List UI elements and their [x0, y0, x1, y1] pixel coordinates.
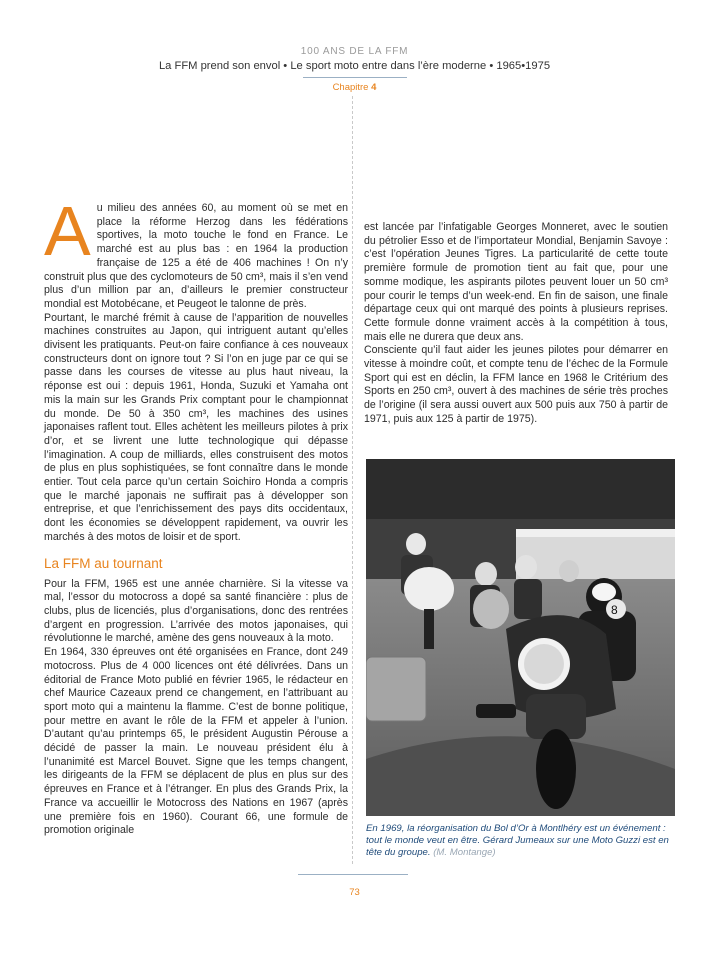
race-photo-illustration	[366, 459, 675, 816]
intro-text: u milieu des années 60, au moment où se met en place la réforme Herzog dans les fédérations sportives, la moto touche le fond en France. Le marché est au plus bas : en 1964 la production française de 125 a été de 406 machines ! On n’y construit plus que des cyclomoteurs de 50 cm³, mais il s’en vend plus d’un million par an, d’ailleurs le premier constructeur mondial est Motobécane, et Peugeot le talonne de près.	[44, 202, 348, 310]
drop-cap: A	[44, 192, 91, 270]
running-subtitle: La FFM prend son envol • Le sport moto entre dans l’ère moderne • 1965•1975	[158, 60, 551, 72]
right-column	[364, 221, 668, 427]
column-divider	[352, 96, 353, 864]
chapter-word: Chapitre	[332, 82, 369, 93]
intro-paragraph	[44, 192, 348, 312]
paragraph-criterium: Consciente qu’il faut aider les jeunes pilotes pour démarrer en vitesse à moindre coût, et compte tenu de l’échec de la Formule Sport qui est en déclin, la FFM lance en 1968 le Critérium des Sports en 250 cm³, ouvert à des machines de série très proches de l’origine (il sera aussi ouvert aux 500 puis aux 750 à partir de 1971, puis aux 125 à partir de 1975).	[364, 344, 668, 425]
chapter-number: 4	[371, 82, 377, 93]
caption-text: En 1969, la réorganisation du Bol d’Or à Montlhéry est un événement : tout le monde veut en être. Gérard Jumeaux sur une Moto Guzzi est en tête du groupe.	[366, 823, 669, 858]
paragraph-japan: Pourtant, le marché frémit à cause de l’apparition de nouvelles machines construites au Japon, qui intriguent autant qu’elles divisent les pratiquants. Peut-on faire confiance à ces nouveaux constructeurs dont on ignore tout ? Si l’on en juge par ce qui se passe dans les courses de vitesse au plus haut niveau, la réponse est oui : depuis 1961, Honda, Suzuki et Yamaha ont mis la main sur les Grands Prix comptant pour le championnat du monde. De 50 à 350 cm³, les machines des usines japonaises raflent tout. Elles achètent les meilleurs pilotes à prix d’or, et se livrent une lutte technologique qui dépasse l’imagination. A coup de milliards, elles construisent des motos de plus en plus sophistiquées, se font connaître dans le monde entier. Tout cela parce qu’un certain Soichiro Honda a compris que le marché japonais ne suffirait pas à développer son entreprise, et que l’enrichissement des pays dits occidentaux, dont les économies se développent rapidement, va ouvrir les marchés à des motos de loisir et de sport.	[44, 311, 348, 543]
paragraph-ffm-1964: En 1964, 330 épreuves ont été organisées en France, dont 249 motocross. Plus de 4 000 licences ont été délivrées. Dans un éditorial de France Moto publié en février 1965, le rédacteur en chef Maurice Cazeaux prend ce changement, en l’attribuant au sport moto qui a maintenu la flamme. C’est de bonne politique, pour mettre en avant le rôle de la FFM et appeler à l’union. D’autant qu’au printemps 65, le président Augustin Pérouse a décidé de passer la main. Le nouveau président élu à l’unanimité est Marcel Bouvet. Signe que les temps changent, les dirigeants de la FFM se déplacent de plus en plus sur des épreuves en France et à l’étranger. En plus des Grands Prix, la France va accueillir le Motocross des Nations en 1967 (après une première fois en 1960). Courant 66, une formule de promotion originale	[44, 646, 348, 837]
left-column	[44, 192, 348, 838]
photo-caption	[366, 823, 675, 858]
chapter-label	[0, 82, 709, 94]
paragraph-jeunes-tigres: est lancée par l’infatigable Georges Monneret, avec le soutien du pétrolier Esso et de l’importateur Mondial, Benjamin Savoye : c’est l’opération Jeunes Tigres. La particularité de cette toute première formule de promotion tient au fait que, pour une somme modique, les aspirants pilotes peuvent louer un 50 cm³ pour courir le temps d’un week-end. En fin de saison, une finale départage ceux qui ont marqué des points à plusieurs reprises. Cette formule donne vraiment accès à la compétition à tous, mais elle ne durera que deux ans.	[364, 221, 668, 343]
photo-credit: (M. Montange)	[433, 846, 496, 858]
page-number: 73	[349, 887, 360, 898]
footer-rule	[298, 874, 408, 875]
header-rule	[303, 77, 407, 78]
bib-number: 8	[611, 603, 618, 617]
book-title: 100 ANS DE LA FFM	[300, 46, 409, 57]
section-heading: La FFM au tournant	[44, 555, 163, 571]
paragraph-ffm-1965: Pour la FFM, 1965 est une année charnière. Si la vitesse va mal, l’essor du motocross a dopé sa santé financière : plus de clubs, plus de licenciés, plus d’organisations, donc des rentrées d’argent en progression. L’arrivée des motos japonaises, qui révolutionne le marché, amène des gens nouveaux à la moto.	[44, 577, 348, 645]
race-photo	[366, 459, 675, 816]
page-header	[0, 46, 709, 94]
